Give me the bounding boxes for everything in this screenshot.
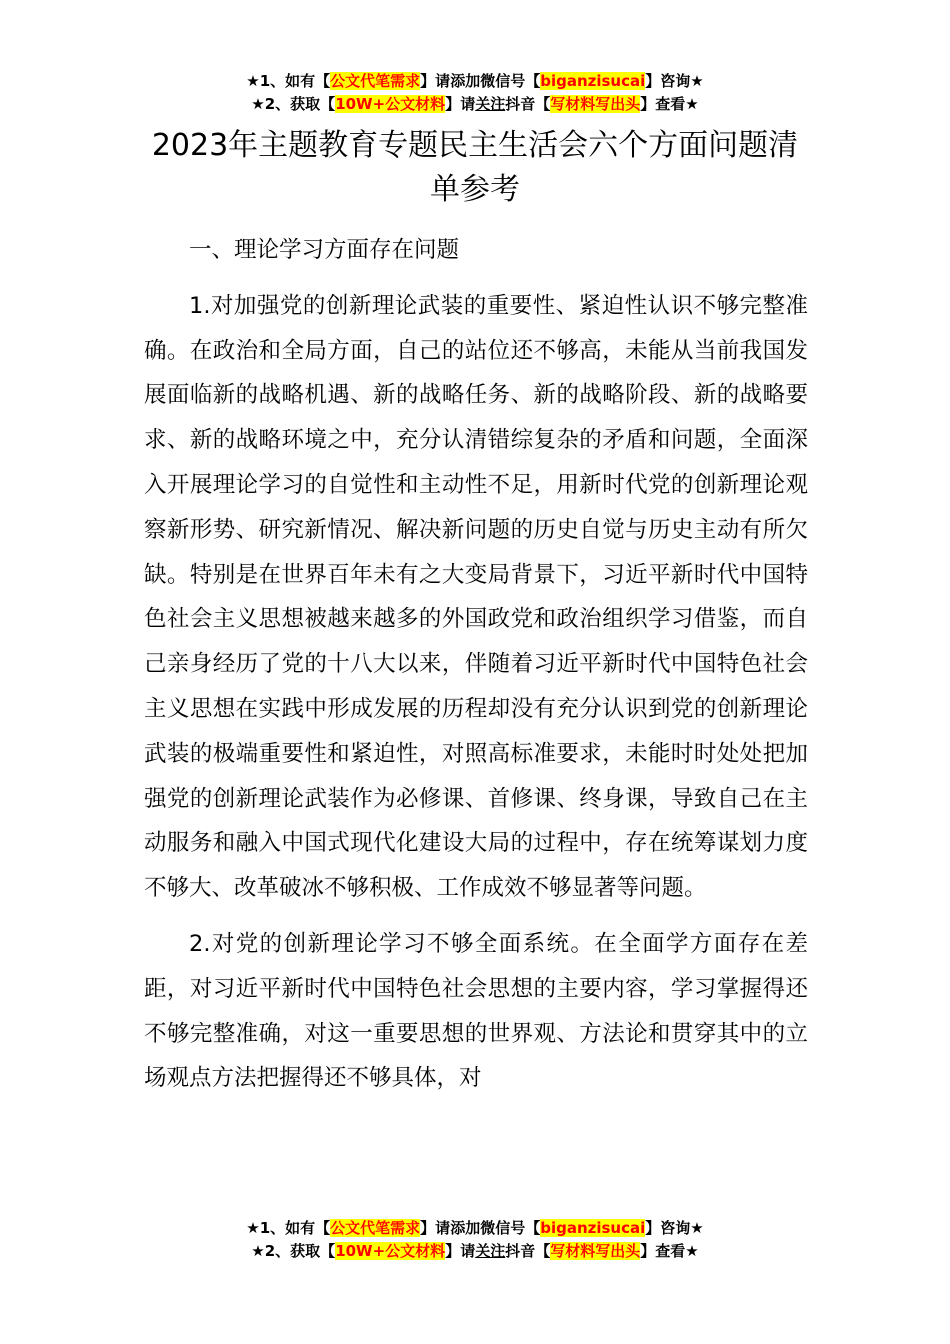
- section-heading: 一、理论学习方面存在问题: [189, 237, 460, 263]
- promo-line-1: [0, 70, 950, 93]
- promo-highlight: 10W+公文材料: [335, 95, 446, 113]
- promo-text: 微信号【: [480, 1219, 541, 1237]
- promo-text: 】咨询★: [645, 1219, 704, 1237]
- promo-highlight: 10W+公文材料: [335, 1242, 446, 1260]
- promo-highlight: 公文代笔需求: [330, 1219, 421, 1237]
- promo-line-2: [0, 1240, 950, 1263]
- promo-emphasis: 添加: [450, 72, 481, 90]
- promo-douyin-id: 写材料写出头: [550, 95, 641, 113]
- promo-wechat-id: biganzisucai: [540, 72, 646, 90]
- promo-text: ★1、如有【: [246, 1219, 331, 1237]
- promo-text: 】咨询★: [645, 72, 704, 90]
- promo-douyin-id: 写材料写出头: [550, 1242, 641, 1260]
- promo-text: 】请: [420, 1219, 451, 1237]
- promo-highlight: 公文代笔需求: [330, 72, 421, 90]
- bottom-promo-banner: [0, 1217, 950, 1263]
- promo-text: ★1、如有【: [246, 72, 331, 90]
- top-promo-banner: [0, 70, 950, 116]
- promo-text: ★2、获取【: [251, 95, 336, 113]
- promo-emphasis: 添加: [450, 1219, 481, 1237]
- promo-wechat-id: biganzisucai: [540, 1219, 646, 1237]
- promo-line-1: [0, 1217, 950, 1240]
- promo-text: ★2、获取【: [251, 1242, 336, 1260]
- promo-text: 微信号【: [480, 72, 541, 90]
- promo-text: 】请: [445, 1242, 476, 1260]
- document-body: [144, 228, 808, 1101]
- promo-text: 】查看★: [640, 1242, 699, 1260]
- promo-text: 】请: [445, 95, 476, 113]
- promo-text: 抖音【: [505, 95, 551, 113]
- promo-line-2: [0, 93, 950, 116]
- body-paragraph: 1.对加强党的创新理论武装的重要性、紧迫性认识不够完整准确。在政治和全局方面，自己的站位还不够高，未能从当前我国发展面临新的战略机遇、新的战略任务、新的战略阶段、新的战略要求、新的战略环境之中，充分认清错综复杂的矛盾和问题，全面深入开展理论学习的自觉性和主动性不足，用新时代党的创新理论观察新形势、研究新情况、解决新问题的历史自觉与历史主动有所欠缺。特别是在世界百年未有之大变局背景下，习近平新时代中国特色社会主义思想被越来越多的外国政党和政治组织学习借鉴，而自己亲身经历了党的十八大以来，伴随着习近平新时代中国特色社会主义思想在实践中形成发展的历程却没有充分认识到党的创新理论武装的极端重要性和紧迫性，对照高标准要求，未能时时处处把加强党的创新理论武装作为必修课、首修课、终身课，导致自己在主动服务和融入中国式现代化建设大局的过程中，存在统筹谋划力度不够大、改革破冰不够积极、工作成效不够显著等问题。: [144, 292, 808, 902]
- promo-text: 】查看★: [640, 95, 699, 113]
- promo-text: 】请: [420, 72, 451, 90]
- promo-emphasis: 关注: [475, 95, 506, 113]
- promo-emphasis: 关注: [475, 1242, 506, 1260]
- document-title: 2023年主题教育专题民主生活会六个方面问题清单参考: [151, 128, 799, 207]
- body-paragraph: 2.对党的创新理论学习不够全面系统。在全面学方面存在差距，对习近平新时代中国特色社会思想的主要内容，学习掌握得还不够完整准确，对这一重要思想的世界观、方法论和贯穿其中的立场观点方法把握得还不够具体，对: [144, 930, 808, 1092]
- promo-text: 抖音【: [505, 1242, 551, 1260]
